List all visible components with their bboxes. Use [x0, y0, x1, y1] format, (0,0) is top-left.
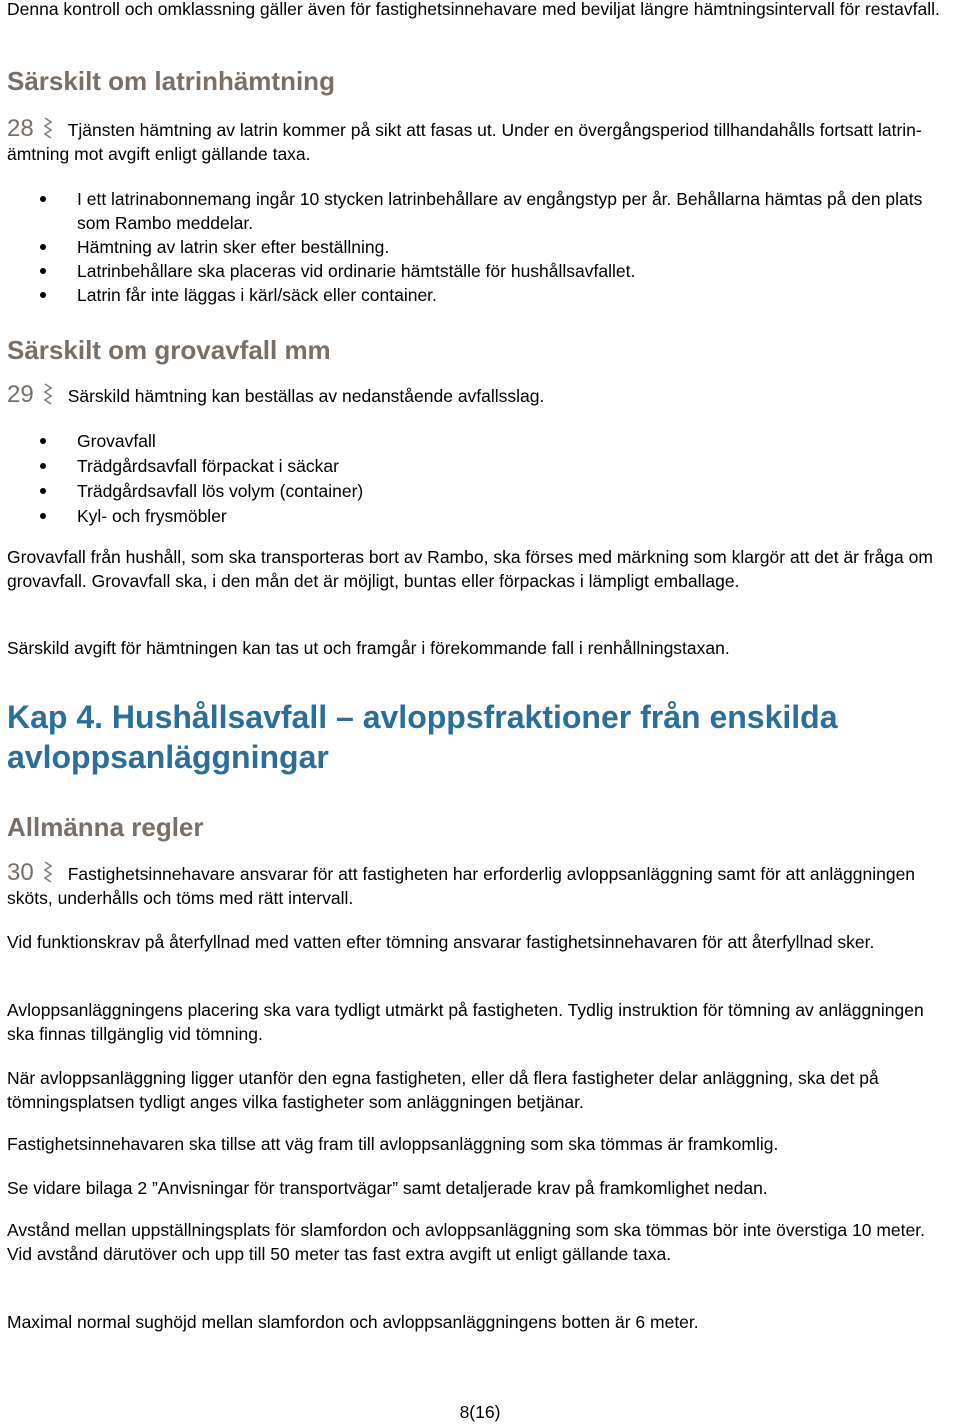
chapter-title: Kap 4. Hushållsavfall – avloppsfraktioner från enskilda avloppsanläggningar [7, 699, 838, 775]
heading-allmanna-regler: Allmänna regler [7, 812, 204, 842]
paragraph: Fastighetsinnehavaren ska tillse att väg fram till avloppsanläggning som ska tömmas är framkomlig. [7, 1134, 779, 1154]
list-item: Kyl- och frysmöbler [0, 504, 953, 529]
bullet-icon [40, 438, 46, 444]
list-item: Trädgårdsavfall förpackat i säckar [0, 454, 953, 479]
list-item: I ett latrinabonnemang ingår 10 stycken latrinbehållare av engångstyp per år. Behållarna hämtas på den plats som Rambo meddelar. [0, 187, 953, 235]
list-item: Latrin får inte läggas i kärl/säck eller container. [0, 283, 953, 307]
bullet-icon [40, 513, 46, 519]
paragraph: När avloppsanläggning ligger utanför den egna fastigheten, eller då flera fastigheter delar anläggning, ska det på tömningsplatsen tydligt anges vilka fastigheter som anläggningen betjänar. [7, 1068, 879, 1112]
heading-latrinhamtning: Särskilt om latrinhämtning [7, 66, 335, 96]
section-number-28: 28 [7, 115, 34, 142]
page-number: 8(16) [459, 1402, 501, 1422]
paragraph: Se vidare bilaga 2 ”Anvisningar för transportvägar” samt detaljerade krav på framkomlighet nedan. [7, 1178, 768, 1198]
paragraph-29-text: Särskild hämtning kan beställas av nedanstående avfallsslag. [67, 386, 545, 406]
section-number-30: 30 [7, 859, 34, 886]
section-sign-icon [38, 382, 62, 408]
bullet-icon [40, 196, 46, 202]
intro-paragraph: Denna kontroll och omklassning gäller även för fastighetsinnehavare med beviljat längre hämtningsintervall för restavfall. [7, 0, 940, 19]
avgift-paragraph: Särskild avgift för hämtningen kan tas ut och framgår i förekommande fall i renhållningstaxan. [7, 638, 730, 658]
section-sign-icon [38, 116, 62, 142]
paragraph-30 [7, 860, 953, 910]
bullet-icon [40, 292, 46, 298]
grovavfall-paragraph: Grovavfall från hushåll, som ska transporteras bort av Rambo, ska förses med märkning som klargör att det är fråga om grovavfall. Grovavfall ska, i den mån det är möjligt, buntas eller förpackas i lämpligt emballage. [7, 547, 933, 591]
heading-grovavfall: Särskilt om grovavfall mm [7, 335, 331, 365]
bullet-icon [40, 244, 46, 250]
list-item: Latrinbehållare ska placeras vid ordinarie hämtställe för hushållsavfallet. [0, 259, 953, 283]
paragraph-30-text: Fastighetsinnehavare ansvarar för att fastigheten har erforderlig avloppsanläggning samt för att anläggningen sköts, underhålls och töms med rätt intervall. [7, 864, 916, 908]
section-number-29: 29 [7, 381, 34, 408]
paragraph-28 [7, 116, 953, 166]
list-item: Trädgårdsavfall lös volym (container) [0, 479, 953, 504]
paragraph-28-text: Tjänsten hämtning av latrin kommer på sikt att fasas ut. Under en övergångsperiod tillhandahålls fortsatt latrin-ämtning mot avgift enligt gällande taxa. [7, 120, 922, 164]
bullet-icon [40, 268, 46, 274]
paragraph: Avstånd mellan uppställningsplats för slamfordon och avloppsanläggning som ska tömmas bör inte överstiga 10 meter. Vid avstånd därutöver och upp till 50 meter tas fast extra avgift ut enligt gällande taxa. [7, 1220, 925, 1264]
paragraph: Avloppsanläggningens placering ska vara tydligt utmärkt på fastigheten. Tydlig instruktion för tömning av anläggningen ska finnas tillgänglig vid tömning. [7, 1000, 924, 1044]
section-sign-icon [38, 860, 62, 886]
list-item: Hämtning av latrin sker efter beställning. [0, 235, 953, 259]
paragraph-29 [7, 382, 953, 408]
grovavfall-bullet-list [0, 429, 953, 529]
bullet-icon [40, 488, 46, 494]
bullet-icon [40, 463, 46, 469]
paragraph: Maximal normal sughöjd mellan slamfordon och avloppsanläggningens botten är 6 meter. [7, 1312, 699, 1332]
paragraph: Vid funktionskrav på återfyllnad med vatten efter tömning ansvarar fastighetsinnehavaren för att återfyllnad sker. [7, 932, 875, 952]
list-item: Grovavfall [0, 429, 953, 454]
latrin-bullet-list [0, 187, 953, 307]
